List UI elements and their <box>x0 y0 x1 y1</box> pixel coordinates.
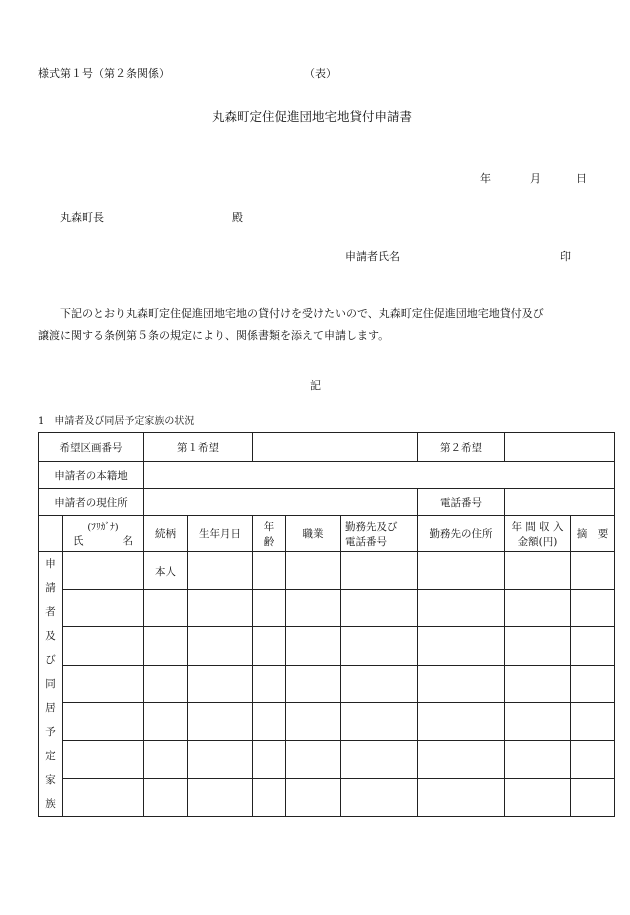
header-income-b: 金額(円) <box>517 535 558 548</box>
header-birthdate: 生年月日 <box>188 516 253 552</box>
header-age-b: 齢 <box>263 535 275 548</box>
table-row <box>39 665 615 703</box>
ki-heading: 記 <box>310 379 321 392</box>
header-remarks: 摘 要 <box>571 516 615 552</box>
form-number: 様式第１号（第２条関係） <box>38 67 170 80</box>
header-age-a: 年 <box>263 520 275 533</box>
table-row <box>39 703 615 741</box>
side-char: 居 <box>45 702 56 714</box>
cell-work-address[interactable] <box>418 589 505 627</box>
phone-label: 電話番号 <box>418 489 505 516</box>
side-char: 及 <box>45 630 56 642</box>
header-name-b: 名 <box>122 535 133 547</box>
header-relation: 続柄 <box>144 516 188 552</box>
cell-remarks[interactable] <box>571 552 615 590</box>
cell-age[interactable] <box>253 627 286 666</box>
cell-occupation[interactable] <box>286 589 341 627</box>
cell-remarks[interactable] <box>571 589 615 627</box>
cell-age[interactable] <box>253 703 286 741</box>
first-choice-field[interactable] <box>253 433 418 462</box>
cell-name[interactable] <box>63 665 144 703</box>
seal-mark: 印 <box>560 250 571 263</box>
side-char: 予 <box>45 726 56 738</box>
table-row <box>39 589 615 627</box>
domicile-field[interactable] <box>144 462 615 489</box>
cell-workplace[interactable] <box>341 589 418 627</box>
document-title: 丸森町定住促進団地宅地貸付申請書 <box>212 109 413 124</box>
cell-work-address[interactable] <box>418 703 505 741</box>
header-occupation: 職業 <box>286 516 341 552</box>
cell-remarks[interactable] <box>571 665 615 703</box>
table-row <box>39 779 615 817</box>
first-choice-label: 第１希望 <box>144 433 253 462</box>
header-workplace-a: 勤務先及び <box>345 520 398 533</box>
cell-work-address[interactable] <box>418 665 505 703</box>
cell-income[interactable] <box>505 703 571 741</box>
cell-income[interactable] <box>505 665 571 703</box>
second-choice-label: 第２希望 <box>418 433 505 462</box>
address-label: 申請者の現住所 <box>39 489 144 516</box>
side-char: 請 <box>45 582 56 594</box>
cell-work-address[interactable] <box>418 627 505 666</box>
cell-workplace[interactable] <box>341 627 418 666</box>
cell-workplace[interactable] <box>341 665 418 703</box>
side-char: 者 <box>45 606 56 618</box>
cell-name[interactable] <box>63 740 144 779</box>
cell-relation[interactable] <box>144 665 188 703</box>
statement-line-2: 譲渡に関する条例第５条の規定により、関係書類を添えて申請します。 <box>38 329 390 342</box>
cell-occupation[interactable] <box>286 627 341 666</box>
cell-income[interactable] <box>505 552 571 590</box>
phone-field[interactable] <box>505 489 615 516</box>
cell-birthdate[interactable] <box>188 627 253 666</box>
header-name-a: 氏 <box>73 535 84 547</box>
header-blank <box>39 516 63 552</box>
cell-occupation[interactable] <box>286 665 341 703</box>
cell-remarks[interactable] <box>571 703 615 741</box>
cell-birthdate[interactable] <box>188 552 253 590</box>
cell-workplace[interactable] <box>341 779 418 817</box>
addressee-honorific: 殿 <box>232 211 243 224</box>
cell-birthdate[interactable] <box>188 665 253 703</box>
cell-work-address[interactable] <box>418 779 505 817</box>
application-statement <box>38 303 598 347</box>
cell-relation[interactable] <box>144 740 188 779</box>
cell-name[interactable] <box>63 627 144 666</box>
cell-income[interactable] <box>505 740 571 779</box>
header-income-a: 年 間 収 入 <box>511 520 564 533</box>
row-lot-number <box>39 433 615 462</box>
cell-name[interactable] <box>63 589 144 627</box>
cell-occupation[interactable] <box>286 552 341 590</box>
table-row <box>39 627 615 666</box>
addressee-name: 丸森町長 <box>60 211 104 224</box>
cell-birthdate[interactable] <box>188 740 253 779</box>
cell-income[interactable] <box>505 627 571 666</box>
cell-occupation[interactable] <box>286 779 341 817</box>
cell-remarks[interactable] <box>571 627 615 666</box>
row-domicile <box>39 462 615 489</box>
cell-relation[interactable] <box>144 779 188 817</box>
address-field[interactable] <box>144 489 418 516</box>
family-side-label <box>39 552 63 817</box>
cell-birthdate[interactable] <box>188 703 253 741</box>
cell-relation[interactable] <box>144 703 188 741</box>
cell-birthdate[interactable] <box>188 779 253 817</box>
side-char: 族 <box>45 798 56 810</box>
cell-relation-self: 本人 <box>144 552 188 590</box>
cell-remarks[interactable] <box>571 740 615 779</box>
cell-relation[interactable] <box>144 589 188 627</box>
table-row <box>39 552 615 590</box>
domicile-label: 申請者の本籍地 <box>39 462 144 489</box>
header-workplace <box>341 516 418 552</box>
second-choice-field[interactable] <box>505 433 615 462</box>
cell-age[interactable] <box>253 589 286 627</box>
statement-line-1: 下記のとおり丸森町定住促進団地宅地の貸付けを受けたいので、丸森町定住促進団地宅地貸付及び <box>60 307 544 320</box>
cell-income[interactable] <box>505 589 571 627</box>
cell-occupation[interactable] <box>286 740 341 779</box>
header-age <box>253 516 286 552</box>
cell-work-address[interactable] <box>418 740 505 779</box>
side-char: 定 <box>45 750 56 762</box>
cell-income[interactable] <box>505 779 571 817</box>
side-char: 家 <box>45 774 56 786</box>
side-char: び <box>45 654 56 666</box>
table-row <box>39 740 615 779</box>
cell-workplace[interactable] <box>341 552 418 590</box>
row-address <box>39 489 615 516</box>
header-name-text <box>67 533 139 548</box>
header-workplace-b: 電話番号 <box>345 535 387 548</box>
cell-name[interactable] <box>63 552 144 590</box>
date-month: 月 <box>530 172 541 185</box>
section-title: 1 申請者及び同居予定家族の状況 <box>38 416 195 427</box>
lot-number-label: 希望区画番号 <box>39 433 144 462</box>
side-char: 申 <box>45 558 56 570</box>
cell-name[interactable] <box>63 779 144 817</box>
header-work-address: 勤務先の住所 <box>418 516 505 552</box>
cell-remarks[interactable] <box>571 779 615 817</box>
date-year: 年 <box>480 172 491 185</box>
cell-workplace[interactable] <box>341 740 418 779</box>
applicant-family-table <box>38 432 615 817</box>
row-column-headers <box>39 516 615 552</box>
header-income <box>505 516 571 552</box>
cell-relation[interactable] <box>144 627 188 666</box>
cell-age[interactable] <box>253 552 286 590</box>
cell-name[interactable] <box>63 703 144 741</box>
header-name <box>63 516 144 552</box>
cell-work-address[interactable] <box>418 552 505 590</box>
cell-age[interactable] <box>253 779 286 817</box>
cell-birthdate[interactable] <box>188 589 253 627</box>
cell-age[interactable] <box>253 740 286 779</box>
cell-workplace[interactable] <box>341 703 418 741</box>
cell-occupation[interactable] <box>286 703 341 741</box>
side-char: 同 <box>45 678 56 690</box>
header-furigana: (ﾌﾘｶﾞﾅ) <box>87 522 119 533</box>
side-indicator: （表） <box>304 67 337 80</box>
date-day: 日 <box>576 172 587 185</box>
cell-age[interactable] <box>253 665 286 703</box>
applicant-name-label: 申請者氏名 <box>345 250 400 263</box>
